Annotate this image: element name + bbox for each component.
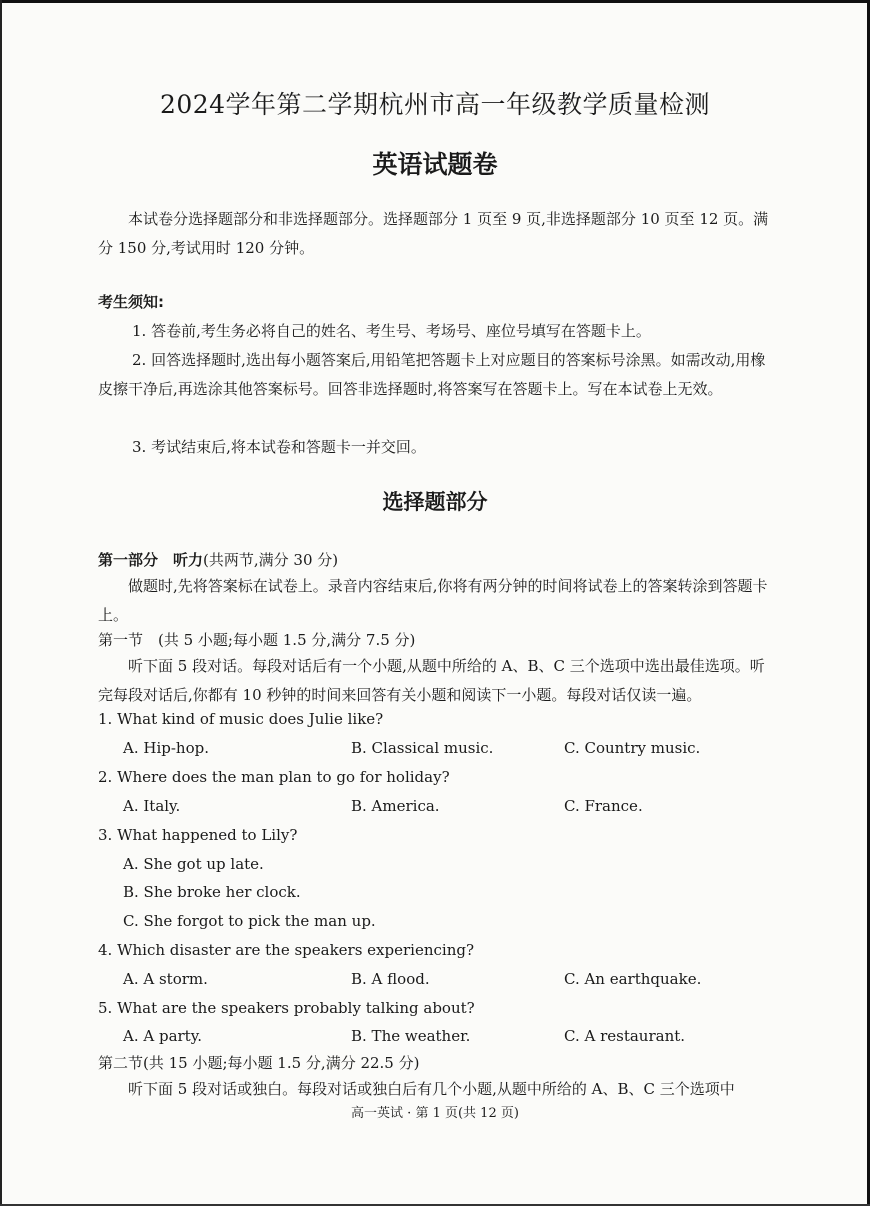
page-footer: 高一英试 · 第 1 页(共 12 页) — [351, 1106, 519, 1121]
q3-option-c: C. She forgot to pick the man up. — [123, 912, 376, 930]
q2-option-c: C. France. — [564, 797, 643, 815]
section2-instructions: 听下面 5 段对话或独白。每段对话或独白后有几个小题,从题中所给的 A、B、C 三个选项中 — [128, 1080, 735, 1098]
question-3: 3. What happened to Lily? — [98, 826, 298, 844]
section1-instructions: 听下面 5 段对话。每段对话后有一个小题,从题中所给的 A、B、C 三个选项中选出最佳选项。听完每段对话后,你都有 10 秒钟的时间来回答有关小题和阅读下一小题。每段对话仅读一遍。 — [98, 657, 765, 704]
section-heading: 选择题部分 — [382, 490, 488, 514]
section2-heading: 第二节(共 15 小题;每小题 1.5 分,满分 22.5 分) — [98, 1054, 420, 1072]
part1-instructions: 做题时,先将答案标在试卷上。录音内容结束后,你将有两分钟的时间将试卷上的答案转涂到答题卡上。 — [98, 577, 768, 624]
q1-option-b: B. Classical music. — [351, 739, 494, 757]
section1-heading: 第一节 (共 5 小题;每小题 1.5 分,满分 7.5 分) — [98, 631, 416, 649]
part1-heading-rest: (共两节,满分 30 分) — [203, 551, 339, 569]
question-5: 5. What are the speakers probably talking about? — [98, 999, 475, 1017]
notice-heading: 考生须知: — [98, 293, 164, 311]
q1-option-c: C. Country music. — [564, 739, 701, 757]
notice-item-1: 1. 答卷前,考生务必将自己的姓名、考生号、考场号、座位号填写在答题卡上。 — [132, 322, 651, 340]
question-2: 2. Where does the man plan to go for holiday? — [98, 768, 450, 786]
q4-option-a: A. A storm. — [123, 970, 208, 988]
q5-option-c: C. A restaurant. — [564, 1027, 686, 1045]
exam-title: 2024学年第二学期杭州市高一年级教学质量检测 — [159, 90, 711, 119]
q5-option-a: A. A party. — [123, 1027, 202, 1045]
q4-option-c: C. An earthquake. — [564, 970, 702, 988]
q2-option-a: A. Italy. — [123, 797, 181, 815]
part1-heading-bold: 第一部分 听力 — [98, 551, 204, 569]
part1-heading — [98, 546, 778, 574]
q3-option-a: A. She got up late. — [123, 855, 264, 873]
exam-intro: 本试卷分选择题部分和非选择题部分。选择题部分 1 页至 9 页,非选择题部分 10 页至 12 页。满分 150 分,考试用时 120 分钟。 — [98, 210, 769, 257]
question-1: 1. What kind of music does Julie like? — [98, 710, 384, 728]
question-4: 4. Which disaster are the speakers experiencing? — [98, 941, 475, 959]
q5-option-b: B. The weather. — [351, 1027, 471, 1045]
exam-subtitle: 英语试题卷 — [372, 150, 498, 179]
q4-option-b: B. A flood. — [351, 970, 430, 988]
q1-option-a: A. Hip-hop. — [123, 739, 209, 757]
q2-option-b: B. America. — [351, 797, 440, 815]
page-border-top — [0, 0, 870, 3]
q3-option-b: B. She broke her clock. — [123, 883, 301, 901]
notice-item-3: 3. 考试结束后,将本试卷和答题卡一并交回。 — [132, 438, 426, 456]
notice-item-2: 2. 回答选择题时,选出每小题答案后,用铅笔把答题卡上对应题目的答案标号涂黑。如需改动,用橡皮擦干净后,再选涂其他答案标号。回答非选择题时,将答案写在答题卡上。写在本试卷上无效。 — [98, 351, 766, 398]
